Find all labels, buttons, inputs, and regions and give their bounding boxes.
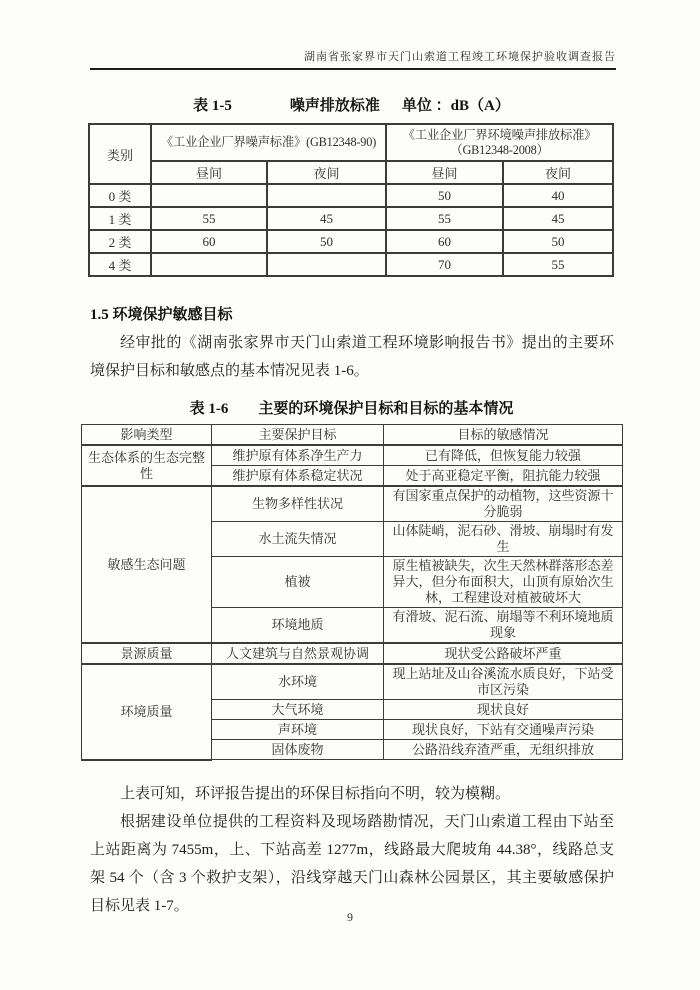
table-row [89, 207, 613, 230]
cell-value: 60 [386, 230, 503, 253]
cell-status: 原生植被缺失，次生天然林群落形态差异大，但分布面积大，山顶有原始次生林，工程建设对植被破坏大 [384, 557, 623, 608]
table-row [82, 445, 623, 466]
cell-status: 现上站址及山谷溪流水质良好，下站受市区污染 [384, 664, 623, 700]
cell-target: 水土流失情况 [212, 522, 384, 557]
table-row [82, 664, 623, 700]
cell-target: 大气环境 [212, 700, 384, 720]
cell-value: 45 [267, 207, 386, 230]
cell-status: 现状良好，下站有交通噪声污染 [384, 720, 623, 740]
cell-value: 55 [151, 207, 267, 230]
cell-target: 固体废物 [212, 740, 384, 760]
group-cell-environment-quality: 环境质量 [82, 664, 212, 760]
cell-value: 50 [503, 230, 613, 253]
cell-status: 有国家重点保护的动植物，这些资源十分脆弱 [384, 486, 623, 522]
header-cell-category: 类别 [89, 124, 151, 184]
cell-value: 55 [386, 207, 503, 230]
cell-category: 1 类 [89, 207, 151, 230]
table-1-6-caption-label: 表 1-6 [189, 401, 229, 417]
table-1-5-caption [81, 94, 622, 115]
header-cell-sensitivity: 目标的敏感情况 [384, 425, 623, 446]
cell-value: 50 [267, 230, 386, 253]
table-1-6-caption [81, 397, 622, 418]
running-header [90, 48, 616, 70]
cell-value: 70 [386, 253, 503, 276]
cell-target: 生物多样性状况 [212, 486, 384, 522]
group-cell-sensitive-ecology: 敏感生态问题 [82, 486, 212, 643]
table-1-5-caption-title: 噪声排放标准 [289, 98, 380, 114]
cell-status: 有滑坡、泥石流、崩塌等不利环境地质现象 [384, 608, 623, 644]
paragraph-detail: 根据建设单位提供的工程资料及现场踏勘情况，天门山索道工程由下站至上站距离为 7455m，上、下站高差 1277m，线路最大爬坡角 44.38°，线路总支架 54 个（含 3 个救护支架），沿线穿越天门山森林公园景区，其主要敏感保护目标见表 1-7。 [90, 813, 614, 914]
cell-value [267, 253, 386, 276]
cell-category: 0 类 [89, 184, 151, 207]
cell-target: 植被 [212, 557, 384, 608]
header-cell-day: 昼间 [386, 161, 503, 184]
cell-target: 声环境 [212, 720, 384, 740]
header-cell-impact-type: 影响类型 [82, 425, 212, 446]
cell-status: 山体陡峭，泥石砂、滑坡、崩塌时有发生 [384, 522, 623, 557]
cell-target: 环境地质 [212, 608, 384, 644]
group-cell-ecosystem-integrity: 生态体系的生态完整性 [82, 445, 212, 486]
cell-value [151, 253, 267, 276]
header-cell-standard-2 [386, 124, 613, 161]
cell-target: 维护原有体系净生产力 [212, 445, 384, 466]
cell-target: 水环境 [212, 664, 384, 700]
header-cell-night: 夜间 [267, 161, 386, 184]
table-1-5-caption-unit: 单位 ：dB（A） [401, 98, 510, 114]
cell-value: 55 [503, 253, 613, 276]
noise-standards-table [88, 123, 614, 277]
cell-value [151, 184, 267, 207]
cell-status: 现状受公路破坏严重 [384, 643, 623, 664]
page-number: 9 [347, 910, 353, 924]
header-cell-target: 主要保护目标 [212, 425, 384, 446]
cell-target: 维护原有体系稳定状况 [212, 466, 384, 487]
cell-status: 处于高亚稳定平衡，阻抗能力较强 [384, 466, 623, 487]
cell-value: 45 [503, 207, 613, 230]
cell-category: 4 类 [89, 253, 151, 276]
cell-value [267, 184, 386, 207]
table-row [89, 230, 613, 253]
cell-status: 已有降低，但恢复能力较强 [384, 445, 623, 466]
table-row [89, 184, 613, 207]
table-row [82, 643, 623, 664]
section-heading-1-5: 1.5 环境保护敏感目标 [90, 307, 233, 323]
table-row [89, 161, 613, 184]
table-row [89, 124, 613, 161]
standard-2-line1: 《工业企业厂界环境噪声排放标准》 [402, 127, 597, 142]
header-cell-standard-1: 《工业企业厂界噪声标准》(GB12348-90) [151, 124, 386, 161]
table-row [82, 486, 623, 522]
group-cell-scenery-quality: 景源质量 [82, 643, 212, 664]
cell-value: 60 [151, 230, 267, 253]
header-cell-day: 昼间 [151, 161, 267, 184]
cell-value: 50 [386, 184, 503, 207]
table-1-6-caption-title: 主要的环境保护目标和目标的基本情况 [258, 401, 514, 417]
paragraph-intro: 经审批的《湖南张家界市天门山索道工程环境影响报告书》提出的主要环境保护目标和敏感点的基本情况见表 1-6。 [90, 335, 614, 379]
cell-value: 40 [503, 184, 613, 207]
table-row [89, 253, 613, 276]
cell-status: 现状良好 [384, 700, 623, 720]
standard-2-line2: （GB12348-2008） [450, 142, 549, 157]
header-cell-night: 夜间 [503, 161, 613, 184]
cell-status: 公路沿线弃渣严重，无组织排放 [384, 740, 623, 760]
cell-category: 2 类 [89, 230, 151, 253]
cell-target: 人文建筑与自然景观协调 [212, 643, 384, 664]
protection-targets-table [81, 424, 623, 761]
paragraph-conclusion: 上表可知，环评报告提出的环保目标指向不明，较为模糊。 [120, 785, 511, 802]
table-header-row [82, 425, 623, 446]
running-header-text: 湖南省张家界市天门山索道工程竣工环境保护验收调查报告 [304, 51, 616, 63]
table-1-5-caption-label: 表 1-5 [193, 98, 232, 114]
